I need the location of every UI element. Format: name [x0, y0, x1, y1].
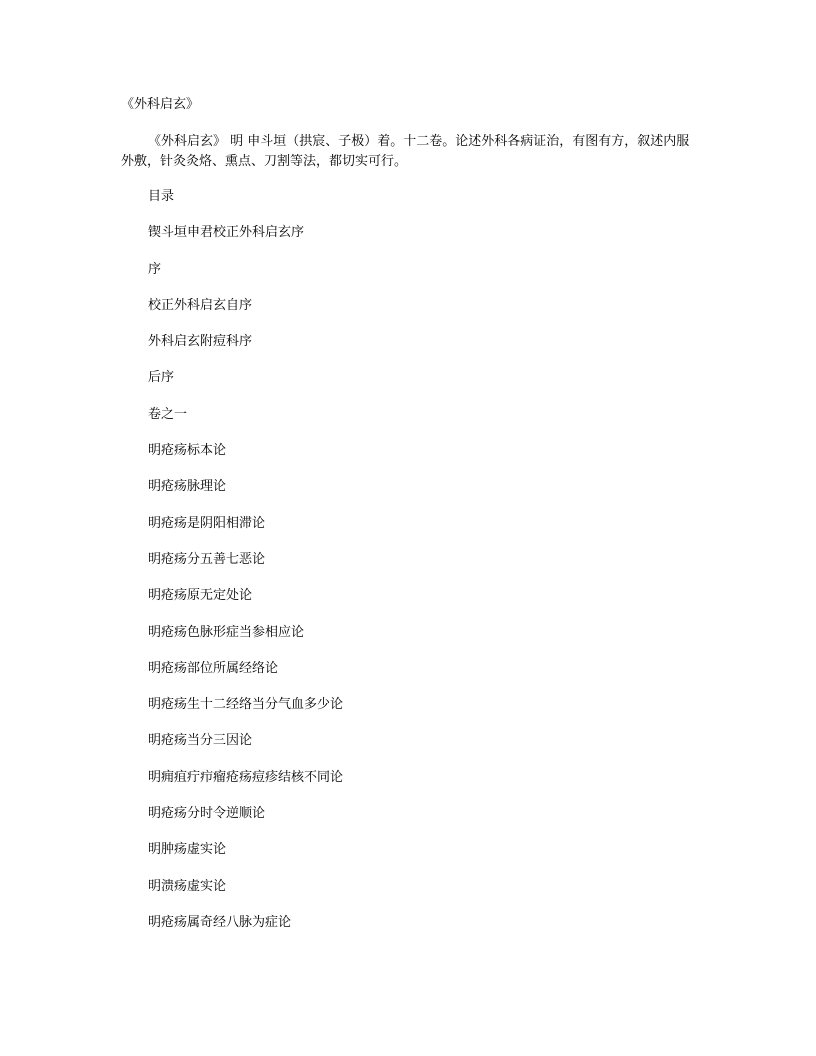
- document-title: 《外科启玄》: [121, 97, 200, 112]
- table-of-contents: [148, 188, 343, 950]
- toc-item: 明疮疡标本论: [148, 443, 227, 459]
- toc-item: 明疮疡生十二经络当分气血多少论: [148, 697, 344, 713]
- intro-paragraph: 《外科启玄》 明 申斗垣（拱宸、子极）着。十二卷。论述外科各病证治，有图有方，叙述内服外敷，针灸灸烙、熏点、刀割等法，都切实可行。: [121, 134, 690, 169]
- toc-item-volume: 卷之一: [148, 406, 188, 422]
- toc-item: 明疮疡分五善七恶论: [148, 551, 266, 567]
- toc-item: 明疮疡属奇经八脉为症论: [148, 914, 292, 930]
- toc-item: 明溃疡虚实论: [148, 878, 227, 894]
- toc-item: 明疮疡色脉形症当参相应论: [148, 624, 305, 640]
- toc-item: 明疮疡当分三因论: [148, 733, 253, 749]
- toc-item: 明疮疡原无定处论: [148, 588, 253, 604]
- toc-item: 外科启玄附痘科序: [148, 334, 253, 350]
- toc-item: 明肿疡虚实论: [148, 842, 227, 858]
- toc-item: 明疮疡分时令逆顺论: [148, 806, 266, 822]
- toc-item: 校正外科启玄自序: [148, 297, 253, 313]
- toc-item: 明痈疽疔疖瘤疮疡痘疹结核不同论: [148, 769, 344, 785]
- toc-item-contents: 目录: [148, 189, 175, 204]
- toc-item: 明疮疡是阴阳相滞论: [148, 515, 266, 531]
- toc-item: 明疮疡部位所属经络论: [148, 660, 279, 676]
- toc-item: 后序: [148, 370, 175, 386]
- toc-item: 明疮疡脉理论: [148, 479, 227, 495]
- toc-item: 锲斗垣申君校正外科启玄序: [148, 225, 305, 241]
- toc-item: 序: [148, 261, 162, 277]
